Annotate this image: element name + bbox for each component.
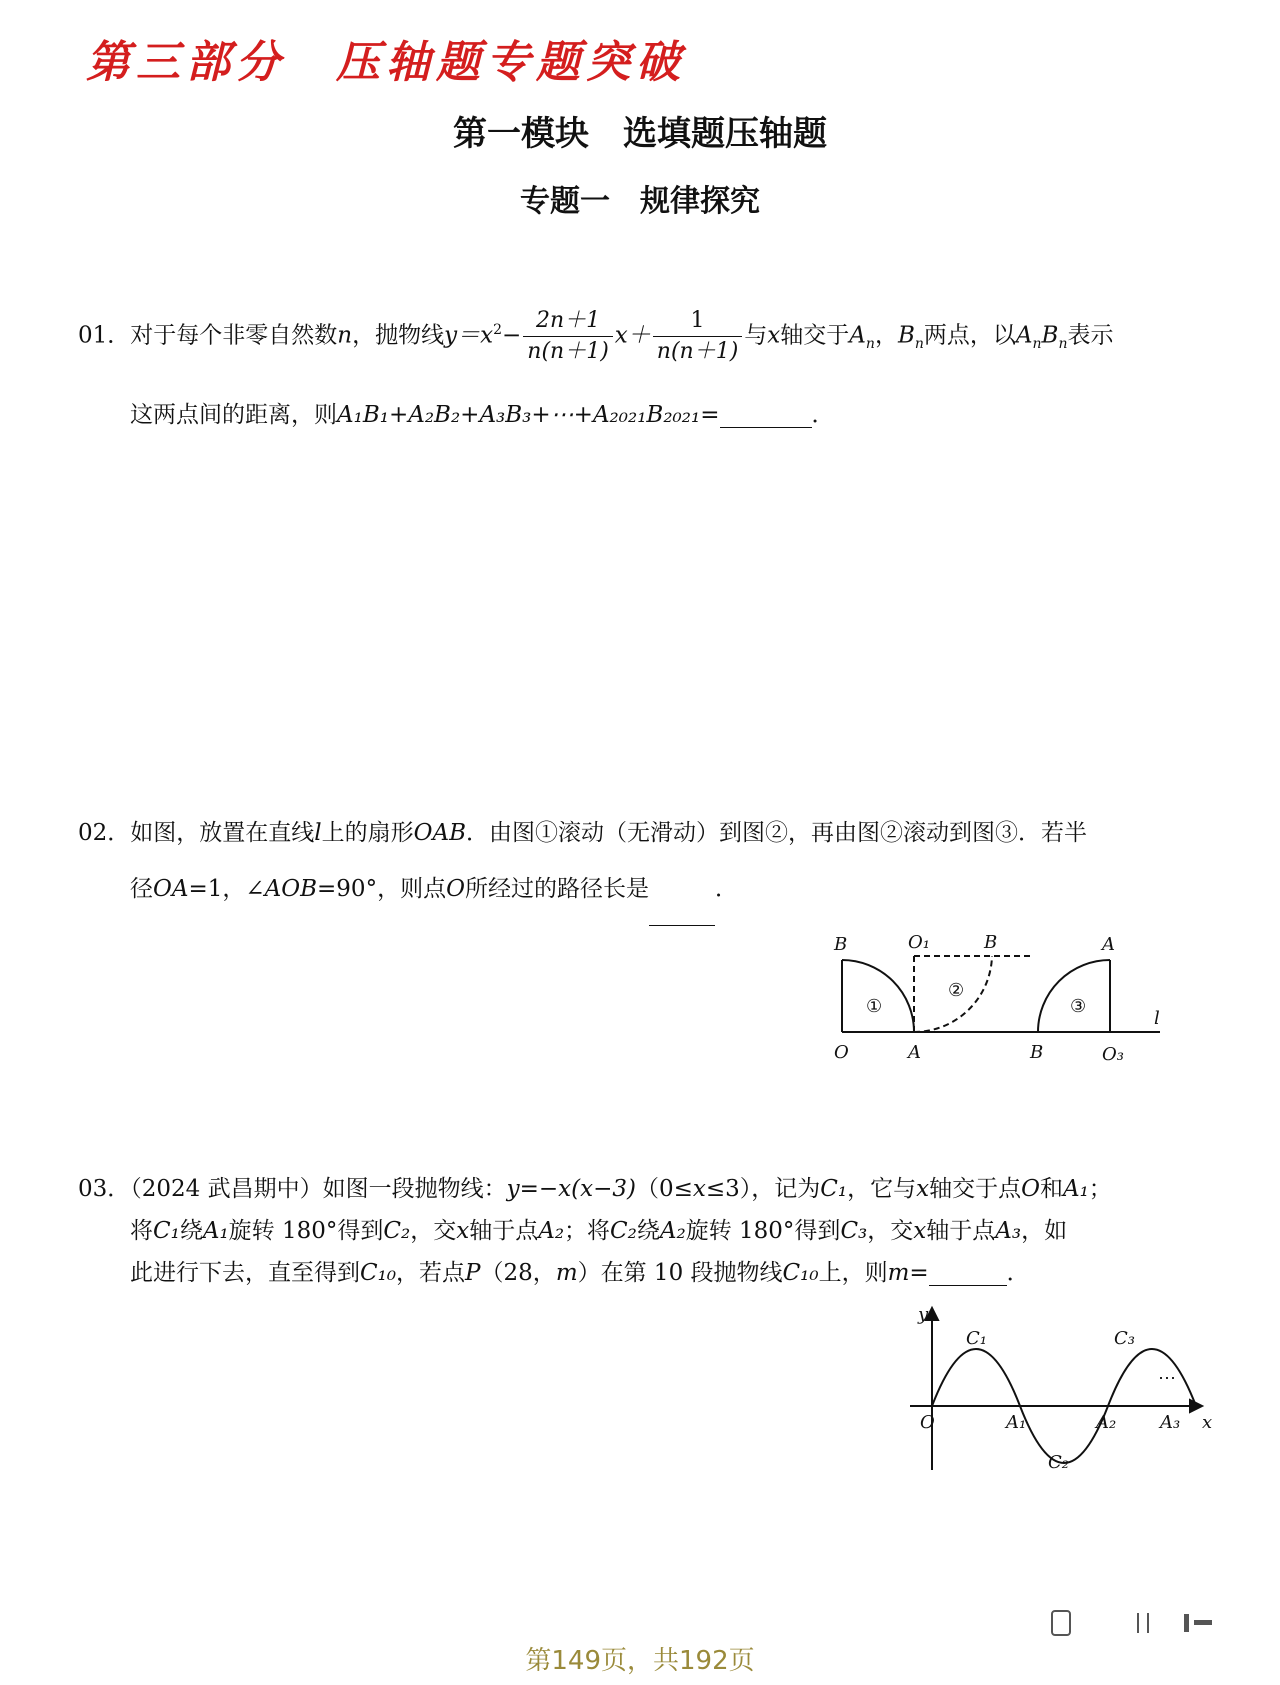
q1-xplus: x＋ xyxy=(614,322,651,349)
label-B: B xyxy=(834,934,848,955)
label-A: A xyxy=(908,1042,921,1063)
q3-C1: C₁ xyxy=(820,1176,848,1202)
q3-A3: A₃ xyxy=(995,1218,1022,1244)
q2-text: =90°，则点 xyxy=(317,876,447,902)
label-B: B xyxy=(984,932,998,953)
fraction-2-denominator: n(n＋1) xyxy=(656,339,739,364)
label-A1: A₁ xyxy=(1006,1412,1027,1433)
label-O1: O₁ xyxy=(908,932,930,953)
q1-Bn: B xyxy=(897,322,915,349)
q3-P: P xyxy=(465,1260,481,1286)
label-y: y xyxy=(918,1304,929,1325)
module-title: 第一模块 选填题压轴题 xyxy=(453,114,827,154)
continuation-dots: ⋯ xyxy=(1158,1368,1176,1389)
q3-C10: C₁₀ xyxy=(360,1260,397,1286)
q3-text: ，若点 xyxy=(396,1260,466,1286)
q3-A2: A₂ xyxy=(538,1218,565,1244)
fraction-1-denominator: n(n＋1) xyxy=(527,339,609,364)
q3-var-x: x xyxy=(916,1176,930,1202)
question-2-line-1 xyxy=(78,820,1087,848)
question-1-line-2 xyxy=(130,402,835,430)
q1-eq: y＝x xyxy=(444,322,494,349)
q2-text: ．由图①滚动（无滑动）到图②，再由图②滚动到图③．若半 xyxy=(466,820,1088,846)
q3-A2: A₂ xyxy=(659,1218,686,1244)
q3-text: ，交 xyxy=(867,1218,914,1244)
q3-text: （0≤ xyxy=(635,1176,693,1202)
q3-A1: A₁ xyxy=(1062,1176,1089,1202)
q2-text: 所经过的路径长是 xyxy=(464,876,649,902)
sector-rolling-figure xyxy=(820,920,1180,1070)
question-3-line-1 xyxy=(78,1176,1112,1204)
q3-equation: y=−x(x−3) xyxy=(506,1176,636,1202)
q1-sub: n xyxy=(865,336,875,353)
fraction-1 xyxy=(523,306,613,367)
curve-C1 xyxy=(932,1349,1020,1406)
question-1-line-1: 01．对于每个非零自然数n，抛物线$y=x^2-$ $\frac{2n+1}{n(n+1)}$ x＋ $\frac{1}{n(n+1)}$ 与x轴交于$A_n$，$B_n$两点，以$A_nB_n$表示 xyxy=(78,306,1113,367)
q3-period: ． xyxy=(1006,1260,1030,1286)
q3-text: 将 xyxy=(130,1218,153,1244)
topic-title: 专题一 规律探究 xyxy=(520,184,760,219)
question-2-line-2 xyxy=(130,876,738,926)
label-O: O xyxy=(920,1412,935,1433)
q2-var-aob: AOB xyxy=(264,876,318,902)
q1-sub: n xyxy=(1058,336,1068,353)
q2-text: =1，∠ xyxy=(188,876,265,902)
q3-text: 轴交于点 xyxy=(929,1176,1022,1202)
question-number: 01． xyxy=(78,322,131,349)
curve-C3 xyxy=(1108,1349,1196,1406)
label-O: O xyxy=(834,1042,849,1063)
q2-text: 上的扇形 xyxy=(321,820,414,846)
region-2-marker: ② xyxy=(948,980,965,1001)
label-A: A xyxy=(1102,934,1115,955)
q1-text: 轴交于 xyxy=(780,322,850,349)
q1-var-n: n xyxy=(337,322,353,349)
q1-An: A xyxy=(1015,322,1033,349)
question-3-line-3 xyxy=(130,1260,1030,1288)
q3-C1: C₁ xyxy=(153,1218,180,1244)
q3-A1: A₁ xyxy=(202,1218,229,1244)
phone-icon[interactable] xyxy=(1052,1611,1070,1635)
view-mode-icons xyxy=(988,1608,1238,1638)
fraction-1-numerator: 2n＋1 xyxy=(523,306,613,337)
label-x: x xyxy=(1202,1412,1213,1433)
q1-minus: − xyxy=(502,322,522,349)
q3-text: ； xyxy=(1088,1176,1112,1202)
label-C3: C₃ xyxy=(1114,1328,1135,1349)
q2-var-oab: OAB xyxy=(413,820,467,846)
q1-sum-expression: A₁B₁+A₂B₂+A₃B₃+⋯+A₂₀₂₁B₂₀₂₁= xyxy=(337,402,720,428)
q3-C2: C₂ xyxy=(383,1218,411,1244)
label-C2: C₂ xyxy=(1048,1452,1069,1473)
fraction-2-numerator: 1 xyxy=(653,306,743,337)
q3-text: ≤3），记为 xyxy=(705,1176,821,1202)
q3-text: 旋转 180°得到 xyxy=(685,1218,841,1244)
q1-text: 两点，以 xyxy=(923,322,1016,349)
answer-blank[interactable] xyxy=(929,1263,1007,1286)
region-3-marker: ③ xyxy=(1070,996,1087,1017)
question-number: 03． xyxy=(78,1176,131,1202)
q3-C10: C₁₀ xyxy=(782,1260,819,1286)
q3-text: ；将 xyxy=(564,1218,611,1244)
q2-var-oa: OA xyxy=(153,876,189,902)
q1-sub: n xyxy=(1032,336,1042,353)
label-A2: A₂ xyxy=(1096,1412,1117,1433)
q2-var-o: O xyxy=(446,876,465,902)
question-3-line-2 xyxy=(130,1218,1067,1246)
q3-text: 上，则 xyxy=(818,1260,888,1286)
q3-text: ，如 xyxy=(1021,1218,1068,1244)
q1-sub: n xyxy=(914,336,924,353)
fraction-2 xyxy=(653,306,743,367)
q2-var-l: l xyxy=(314,820,322,846)
tablet-icon[interactable] xyxy=(1138,1613,1148,1633)
q3-text: ）在第 10 段抛物线 xyxy=(577,1260,783,1286)
q3-text: 轴于点 xyxy=(926,1218,996,1244)
q3-text: （28， xyxy=(480,1260,556,1286)
q1-text: ，抛物线 xyxy=(352,322,445,349)
q3-text: 旋转 180°得到 xyxy=(228,1218,384,1244)
q1-period: ． xyxy=(811,402,835,428)
q3-C2: C₂ xyxy=(610,1218,637,1244)
q2-text: 如图，放置在直线 xyxy=(130,820,315,846)
answer-blank[interactable] xyxy=(649,903,715,926)
q3-text: 绕 xyxy=(179,1218,203,1244)
part-title: 第三部分 压轴题专题突破 xyxy=(86,37,686,88)
q3-m-eq: m= xyxy=(887,1260,929,1286)
q3-text: （2024 武昌期中）如图一段抛物线： xyxy=(130,1176,507,1202)
answer-blank[interactable] xyxy=(720,405,812,428)
q3-O: O xyxy=(1021,1176,1040,1202)
label-B: B xyxy=(1030,1042,1044,1063)
q2-text: 径 xyxy=(130,876,153,902)
q1-text: 表示 xyxy=(1067,322,1114,349)
label-O3: O₃ xyxy=(1102,1044,1124,1065)
question-number: 02． xyxy=(78,820,131,846)
region-1-marker: ① xyxy=(866,996,883,1017)
q3-var-x: x xyxy=(456,1218,470,1244)
label-l: l xyxy=(1154,1008,1160,1029)
q2-period: ． xyxy=(714,876,738,902)
q1-text: 对于每个非零自然数 xyxy=(130,322,338,349)
q1-Bn: B xyxy=(1041,322,1059,349)
q1-An: A xyxy=(849,322,866,349)
q3-text: 此进行下去，直至得到 xyxy=(130,1260,360,1286)
q3-text: 和 xyxy=(1039,1176,1063,1202)
page-indicator: 第149页，共192页 xyxy=(525,1646,755,1676)
q1-exponent: 2 xyxy=(493,321,502,338)
q1-text: 这两点间的距离，则 xyxy=(130,402,337,428)
q3-var-x: x xyxy=(913,1218,927,1244)
q3-m: m xyxy=(555,1260,578,1286)
q3-text: ，它与 xyxy=(847,1176,917,1202)
q3-C3: C₃ xyxy=(840,1218,868,1244)
q1-var-x: x xyxy=(767,322,781,349)
label-A3: A₃ xyxy=(1160,1412,1181,1433)
q1-text: 与 xyxy=(744,322,768,349)
q3-text: ，交 xyxy=(410,1218,457,1244)
grid-icon[interactable] xyxy=(1184,1614,1212,1632)
q3-var-x: x xyxy=(692,1176,706,1202)
label-C1: C₁ xyxy=(966,1328,987,1349)
q3-text: 轴于点 xyxy=(469,1218,539,1244)
parabola-segments-figure xyxy=(890,1304,1213,1480)
q3-text: 绕 xyxy=(636,1218,660,1244)
